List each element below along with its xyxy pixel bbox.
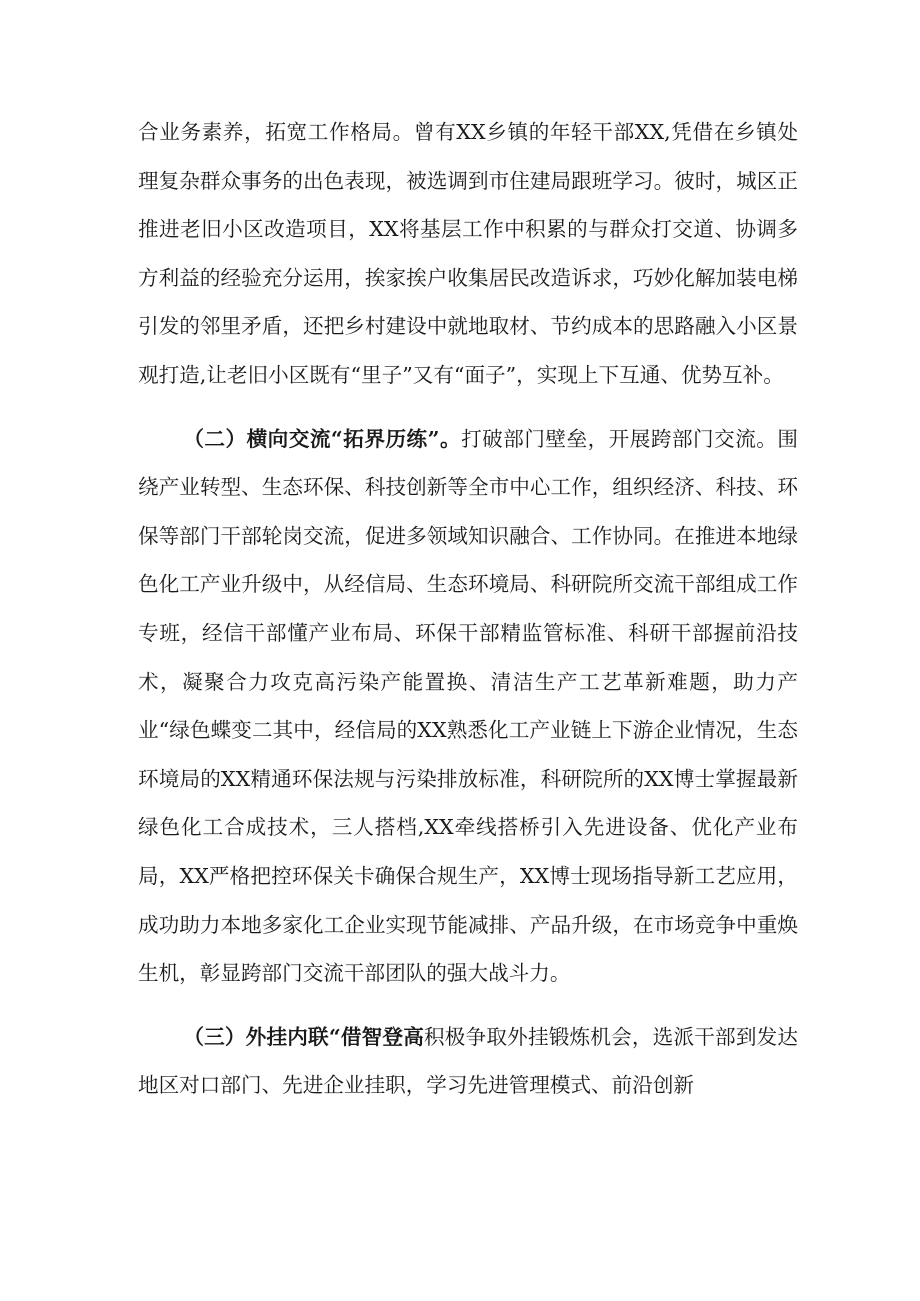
paragraph-1-text: 合业务素养，拓宽工作格局。曾有XX乡镇的年轻干部XX,凭借在乡镇处理复杂群众事务的出色表现，被选调到市住建局跟班学习。彼时，城区正推进老旧小区改造项目，XX将基层工作中积累的与群众打交道、协调多方利益的经验充分运用，挨家挨户收集居民改造诉求，巧妙化解加装电梯引发的邻里矛盾，还把乡村建设中就地取材、节约成本的思路融入小区景观打造,让老旧小区既有“里子”又有“面子”，实现上下互通、优势互补。 — [138, 120, 798, 387]
section-heading-2: （二）横向交流“拓界历练”。 — [183, 426, 462, 451]
paragraph-1 — [138, 108, 798, 400]
section-heading-3: （三）外挂内联“借智登高 — [183, 1024, 425, 1049]
paragraph-2-text: 打破部门壁垒，开展跨部门交流。围绕产业转型、生态环保、科技创新等全市中心工作，组织经济、科技、环保等部门干部轮岗交流，促进多领域知识融合、工作协同。在推进本地绿色化工产业升级中，从经信局、生态环境局、科研院所交流干部组成工作专班，经信干部懂产业布局、环保干部精监管标准、科研干部握前沿技术，凝聚合力攻克高污染产能置换、清洁生产工艺革新难题，助力产业“绿色蝶变二其中，经信局的XX熟悉化工产业链上下游企业情况，生态环境局的XX精通环保法规与污染排放标准，科研院所的XX博士掌握最新绿色化工合成技术，三人搭档,XX牵线搭桥引入先进设备、优化产业布局，XX严格把控环保关卡确保合规生产，XX博士现场指导新工艺应用，成功助力本地多家化工企业实现节能减排、产品升级，在市场竞争中重焕生机，彰显跨部门交流干部团队的强大战斗力。 — [138, 426, 798, 986]
paragraph-2 — [138, 415, 798, 998]
paragraph-3 — [138, 1013, 798, 1110]
paragraph-3-text: 积极争取外挂锻炼机会，选派干部到发达地区对口部门、先进企业挂职，学习先进管理模式、前沿创新 — [138, 1024, 798, 1098]
document-body — [138, 108, 798, 1110]
